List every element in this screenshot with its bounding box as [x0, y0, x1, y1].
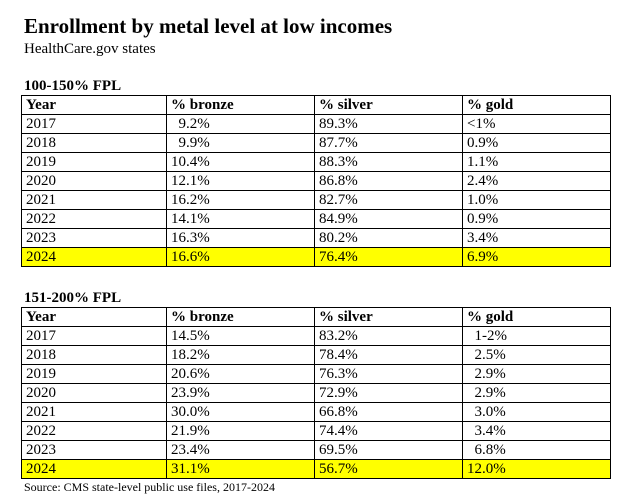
- source-note: Source: CMS state-level public use files, 2017-2024: [24, 480, 275, 494]
- cell-year: 2020: [22, 384, 167, 403]
- header-bronze: % bronze: [167, 96, 315, 115]
- header-year: Year: [22, 96, 167, 115]
- cell-gold: 2.9%: [463, 365, 611, 384]
- cell-bronze: 9.9%: [167, 134, 315, 153]
- cell-silver: 69.5%: [315, 441, 463, 460]
- section-label-100-150-fpl: 100-150% FPL: [24, 78, 122, 94]
- page-subtitle: HealthCare.gov states: [24, 41, 156, 57]
- cell-silver: 74.4%: [315, 422, 463, 441]
- cell-silver: 72.9%: [315, 384, 463, 403]
- cell-bronze-highlighted: 31.1%: [167, 460, 315, 479]
- cell-gold: 6.8%: [463, 441, 611, 460]
- cell-year: 2017: [22, 115, 167, 134]
- cell-bronze: 14.1%: [167, 210, 315, 229]
- cell-gold: 2.5%: [463, 346, 611, 365]
- cell-year: 2023: [22, 441, 167, 460]
- cell-bronze: 20.6%: [167, 365, 315, 384]
- cell-gold: 2.4%: [463, 172, 611, 191]
- cell-year: 2020: [22, 172, 167, 191]
- cell-bronze-highlighted: 16.6%: [167, 248, 315, 267]
- table-row-highlighted: [22, 460, 611, 479]
- table-row: [22, 172, 611, 191]
- cell-year: 2019: [22, 365, 167, 384]
- cell-year: 2019: [22, 153, 167, 172]
- table-row: [22, 134, 611, 153]
- cell-year: 2021: [22, 191, 167, 210]
- table-row: [22, 327, 611, 346]
- table-row: [22, 422, 611, 441]
- table-row-highlighted: [22, 248, 611, 267]
- cell-bronze: 14.5%: [167, 327, 315, 346]
- cell-silver: 66.8%: [315, 403, 463, 422]
- header-gold: % gold: [463, 96, 611, 115]
- table-row: [22, 210, 611, 229]
- cell-bronze: 30.0%: [167, 403, 315, 422]
- header-silver: % silver: [315, 308, 463, 327]
- cell-gold: 0.9%: [463, 134, 611, 153]
- cell-year: 2022: [22, 210, 167, 229]
- cell-bronze: 9.2%: [167, 115, 315, 134]
- table-row: [22, 191, 611, 210]
- cell-gold: 3.0%: [463, 403, 611, 422]
- cell-gold: 1.1%: [463, 153, 611, 172]
- header-gold: % gold: [463, 308, 611, 327]
- cell-year: 2018: [22, 346, 167, 365]
- cell-silver: 80.2%: [315, 229, 463, 248]
- cell-bronze: 16.2%: [167, 191, 315, 210]
- cell-silver: 78.4%: [315, 346, 463, 365]
- cell-silver: 89.3%: [315, 115, 463, 134]
- cell-silver: 86.8%: [315, 172, 463, 191]
- cell-silver: 82.7%: [315, 191, 463, 210]
- table-row: [22, 441, 611, 460]
- cell-silver-highlighted: 76.4%: [315, 248, 463, 267]
- cell-gold: <1%: [463, 115, 611, 134]
- cell-gold: 2.9%: [463, 384, 611, 403]
- table-151-200-fpl: [21, 307, 611, 479]
- table-row: [22, 153, 611, 172]
- header-silver: % silver: [315, 96, 463, 115]
- cell-year-highlighted: 2024: [22, 248, 167, 267]
- cell-gold-highlighted: 12.0%: [463, 460, 611, 479]
- table-header-row: [22, 96, 611, 115]
- cell-bronze: 21.9%: [167, 422, 315, 441]
- cell-silver: 88.3%: [315, 153, 463, 172]
- cell-gold: 0.9%: [463, 210, 611, 229]
- table-row: [22, 403, 611, 422]
- cell-silver: 87.7%: [315, 134, 463, 153]
- cell-bronze: 23.4%: [167, 441, 315, 460]
- header-bronze: % bronze: [167, 308, 315, 327]
- cell-year: 2023: [22, 229, 167, 248]
- table-row: [22, 365, 611, 384]
- cell-gold-highlighted: 6.9%: [463, 248, 611, 267]
- cell-silver: 84.9%: [315, 210, 463, 229]
- cell-year: 2018: [22, 134, 167, 153]
- table-row: [22, 115, 611, 134]
- section-label-151-200-fpl: 151-200% FPL: [24, 290, 122, 306]
- cell-year: 2022: [22, 422, 167, 441]
- cell-year: 2017: [22, 327, 167, 346]
- table-row: [22, 346, 611, 365]
- table-header-row: [22, 308, 611, 327]
- cell-bronze: 10.4%: [167, 153, 315, 172]
- cell-silver-highlighted: 56.7%: [315, 460, 463, 479]
- cell-bronze: 12.1%: [167, 172, 315, 191]
- header-year: Year: [22, 308, 167, 327]
- cell-year: 2021: [22, 403, 167, 422]
- table-row: [22, 384, 611, 403]
- cell-gold: 1-2%: [463, 327, 611, 346]
- table-row: [22, 229, 611, 248]
- cell-gold: 1.0%: [463, 191, 611, 210]
- cell-bronze: 16.3%: [167, 229, 315, 248]
- page-title: Enrollment by metal level at low incomes: [24, 14, 393, 38]
- cell-bronze: 23.9%: [167, 384, 315, 403]
- table-100-150-fpl: [21, 95, 611, 267]
- cell-silver: 83.2%: [315, 327, 463, 346]
- cell-bronze: 18.2%: [167, 346, 315, 365]
- cell-silver: 76.3%: [315, 365, 463, 384]
- cell-gold: 3.4%: [463, 229, 611, 248]
- cell-gold: 3.4%: [463, 422, 611, 441]
- cell-year-highlighted: 2024: [22, 460, 167, 479]
